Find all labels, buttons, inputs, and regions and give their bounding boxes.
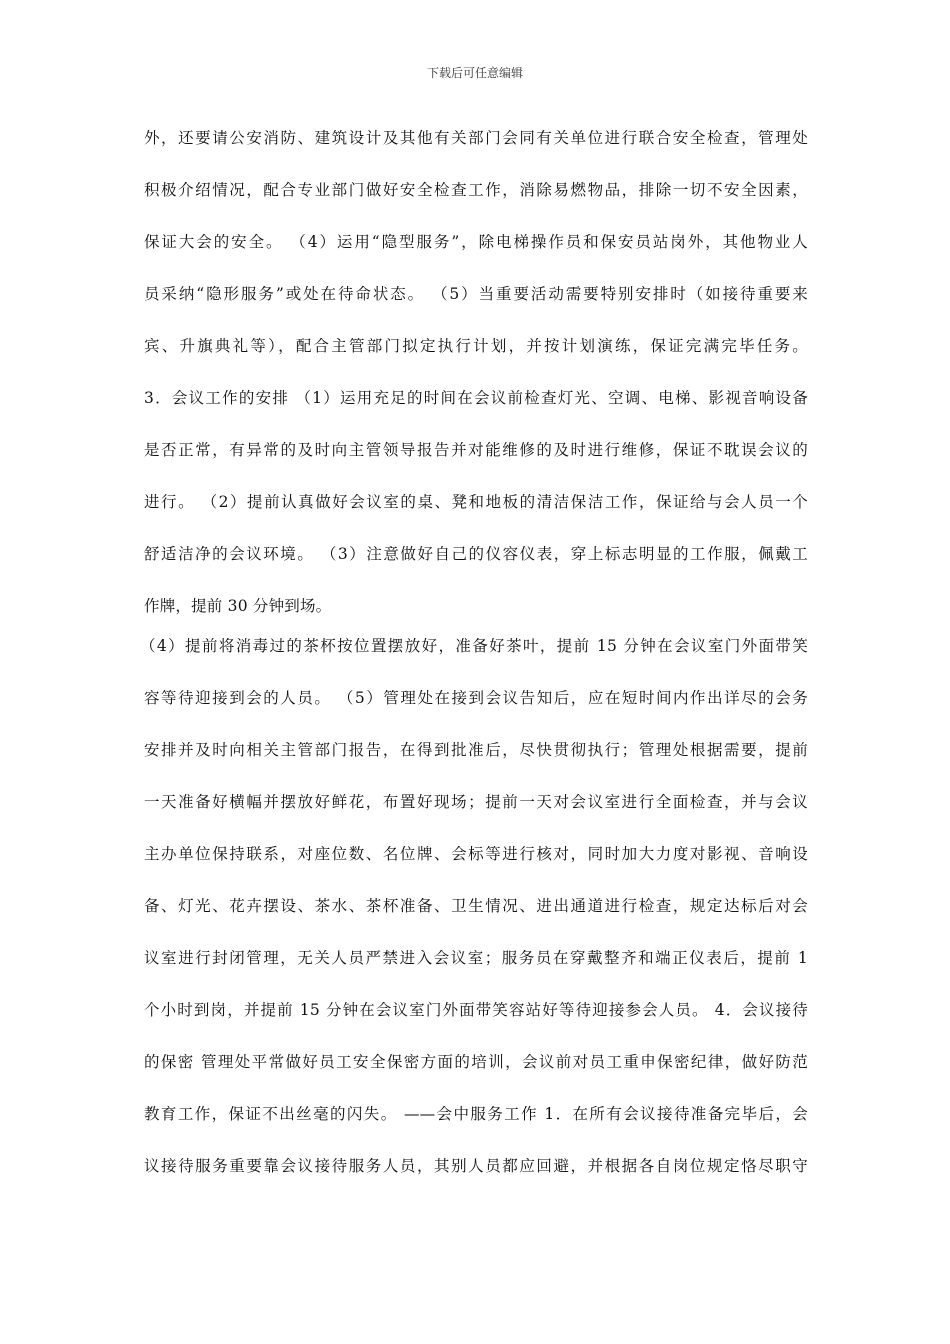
text-line: 议接待服务重要靠会议接待服务人员，其别人员都应回避，并根据各自岗位规定恪尽职守: [144, 1157, 808, 1175]
text-line: 备、灯光、花卉摆设、茶水、茶杯准备、卫生情况、进出通道进行检查，规定达标后对会: [144, 897, 808, 915]
text-line: 积极介绍情况，配合专业部门做好安全检查工作，消除易燃物品，排除一切不安全因素，: [144, 181, 808, 199]
text-line: 安排并及时向相关主管部门报告，在得到批准后，尽快贯彻执行；管理处根据需要，提前: [144, 741, 808, 759]
text-line: 一天准备好横幅并摆放好鲜花，布置好现场；提前一天对会议室进行全面检查，并与会议: [144, 793, 808, 811]
text-line: 容等待迎接到会的人员。 （5）管理处在接到会议告知后，应在短时间内作出详尽的会务: [144, 689, 808, 707]
body-text: [140, 118, 808, 1198]
text-line: 主办单位保持联系，对座位数、名位牌、会标等进行核对，同时加大力度对影视、音响设: [144, 845, 808, 863]
text-line: 进行。 （2）提前认真做好会议室的桌、凳和地板的清洁保洁工作，保证给与会人员一个: [144, 493, 808, 511]
text-line: 宾、升旗典礼等），配合主管部门拟定执行计划，并按计划演练，保证完满完毕任务。: [144, 337, 808, 355]
text-line: 议室进行封闭管理，无关人员严禁进入会议室；服务员在穿戴整齐和端正仪表后，提前 1: [144, 949, 808, 967]
header-note: 下载后可任意编辑: [426, 66, 523, 80]
text-line: 教育工作，保证不出丝毫的闪失。 ——会中服务工作 1．在所有会议接待准备完毕后，会: [144, 1105, 808, 1123]
text-line: 员采纳“隐形服务”或处在待命状态。 （5）当重要活动需要特别安排时（如接待重要来: [144, 285, 808, 303]
text-line: 舒适洁净的会议环境。 （3）注意做好自己的仪容仪表，穿上标志明显的工作服，佩戴工: [144, 545, 808, 563]
text-line: （4）提前将消毒过的茶杯按位置摆放好，准备好茶叶，提前 15 分钟在会议室门外面带笑: [140, 637, 808, 655]
text-line: 是否正常，有异常的及时向主管领导报告并对能维修的及时进行维修，保证不耽误会议的: [144, 441, 808, 459]
text-line: 外，还要请公安消防、建筑设计及其他有关部门会同有关单位进行联合安全检查，管理处: [144, 129, 808, 147]
text-line: 作牌，提前 30 分钟到场。: [144, 597, 332, 615]
text-line: 个小时到岗，并提前 15 分钟在会议室门外面带笑容站好等待迎接参会人员。 4．会议接待: [144, 1001, 808, 1019]
text-line: 的保密 管理处平常做好员工安全保密方面的培训，会议前对员工重申保密纪律，做好防范: [144, 1053, 808, 1071]
text-line: 保证大会的安全。 （4）运用“隐型服务”，除电梯操作员和保安员站岗外，其他物业人: [144, 233, 808, 251]
text-line: 3．会议工作的安排 （1）运用充足的时间在会议前检查灯光、空调、电梯、影视音响设备: [144, 389, 808, 407]
